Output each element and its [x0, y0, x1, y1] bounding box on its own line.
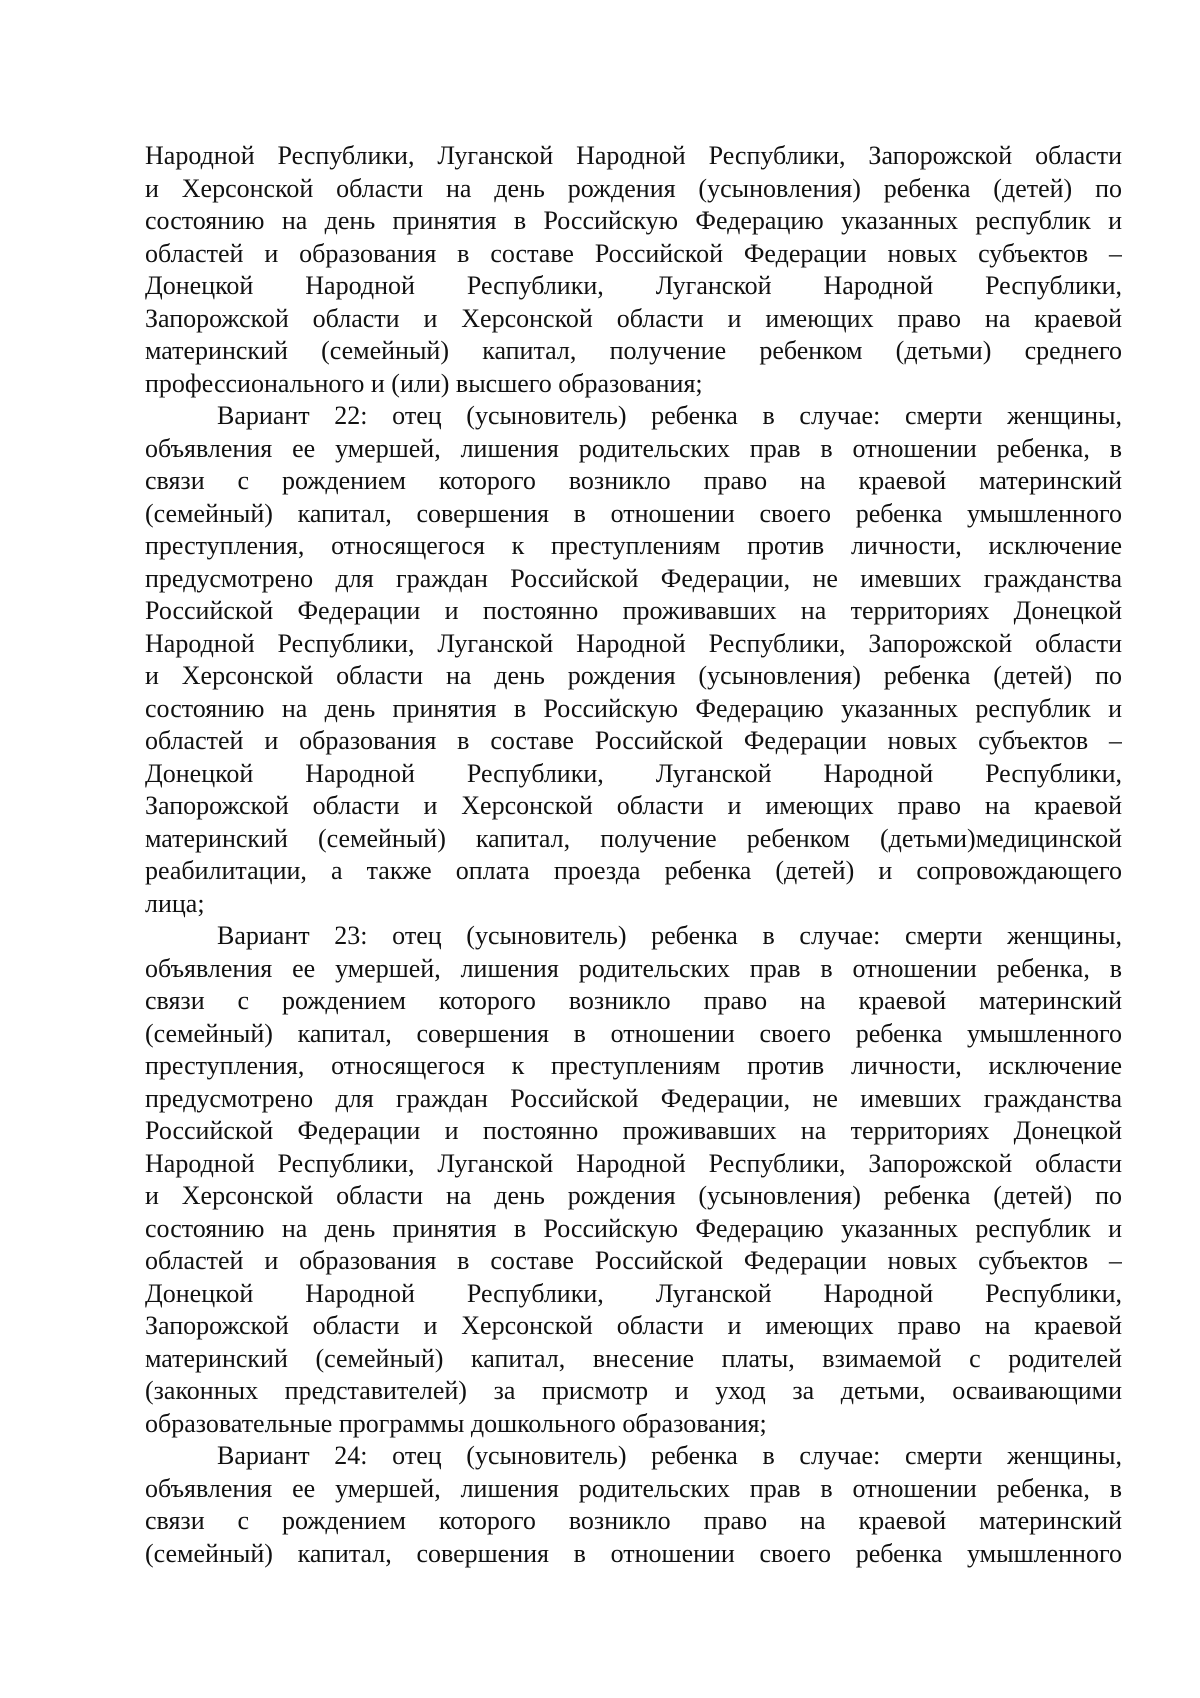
text-line: преступления, относящегося к преступлениям против личности, исключение [145, 531, 1122, 560]
text-line: Вариант 22: отец (усыновитель) ребенка в случае: смерти женщины, [217, 401, 1122, 430]
text-line: материнский (семейный) капитал, получение ребенком (детьми)медицинской [145, 823, 1122, 853]
text-line: и Херсонской области на день рождения (усыновления) ребенка (детей) по [145, 1181, 1122, 1210]
text-line: объявления ее умершей, лишения родительских прав в отношении ребенка, в [145, 1473, 1122, 1503]
text-line: предусмотрено для граждан Российской Федерации, не имевших гражданства [145, 1083, 1122, 1113]
text-line: Донецкой Народной Республики, Луганской Народной Республики, [145, 271, 1122, 300]
text-line: и Херсонской области на день рождения (усыновления) ребенка (детей) по [145, 173, 1122, 203]
text-line: состоянию на день принятия в Российскую Федерацию указанных республик и [145, 206, 1122, 235]
text-line: областей и образования в составе Российской Федерации новых субъектов – [145, 238, 1122, 268]
text-line: Вариант 24: отец (усыновитель) ребенка в случае: смерти женщины, [217, 1441, 1122, 1470]
text-line: Народной Республики, Луганской Народной Республики, Запорожской области [145, 1148, 1122, 1178]
text-line: Вариант 23: отец (усыновитель) ребенка в случае: смерти женщины, [217, 921, 1122, 950]
paragraph [145, 140, 1122, 400]
text-line: (семейный) капитал, совершения в отношении своего ребенка умышленного [145, 498, 1122, 528]
text-line: связи с рождением которого возникло право на краевой материнский [145, 1506, 1122, 1535]
text-line: лица; [145, 888, 205, 918]
text-line: и Херсонской области на день рождения (усыновления) ребенка (детей) по [145, 661, 1122, 690]
text-line: реабилитации, а также оплата проезда ребенка (детей) и сопровождающего [145, 856, 1122, 885]
text-line: Донецкой Народной Республики, Луганской Народной Республики, [145, 758, 1122, 788]
paragraph [145, 400, 1122, 920]
text-line: (законных представителей) за присмотр и уход за детьми, осваивающими [145, 1376, 1122, 1405]
text-line: Народной Республики, Луганской Народной Республики, Запорожской области [145, 628, 1122, 658]
document-body [145, 140, 1122, 1570]
text-line: объявления ее умершей, лишения родительских прав в отношении ребенка, в [145, 433, 1122, 463]
text-line: Запорожской области и Херсонской области и имеющих право на краевой [145, 1311, 1122, 1340]
text-line: материнский (семейный) капитал, получение ребенком (детьми) среднего [145, 336, 1122, 365]
text-line: Народной Республики, Луганской Народной Республики, Запорожской области [145, 141, 1122, 170]
text-line: объявления ее умершей, лишения родительских прав в отношении ребенка, в [145, 953, 1122, 983]
text-line: Запорожской области и Херсонской области и имеющих право на краевой [145, 303, 1122, 333]
paragraph [145, 920, 1122, 1440]
text-line: образовательные программы дошкольного образования; [145, 1408, 767, 1438]
text-line: (семейный) капитал, совершения в отношении своего ребенка умышленного [145, 1538, 1122, 1568]
text-line: областей и образования в составе Российской Федерации новых субъектов – [145, 1246, 1122, 1275]
text-line: Запорожской области и Херсонской области и имеющих право на краевой [145, 791, 1122, 820]
text-line: связи с рождением которого возникло право на краевой материнский [145, 986, 1122, 1015]
text-line: преступления, относящегося к преступлениям против личности, исключение [145, 1051, 1122, 1080]
text-line: Российской Федерации и постоянно проживавших на территориях Донецкой [145, 596, 1122, 625]
paragraph [145, 1440, 1122, 1570]
text-line: состоянию на день принятия в Российскую Федерацию указанных республик и [145, 1213, 1122, 1243]
text-line: связи с рождением которого возникло право на краевой материнский [145, 466, 1122, 495]
text-line: (семейный) капитал, совершения в отношении своего ребенка умышленного [145, 1018, 1122, 1048]
text-line: предусмотрено для граждан Российской Федерации, не имевших гражданства [145, 563, 1122, 593]
text-line: материнский (семейный) капитал, внесение платы, взимаемой с родителей [145, 1343, 1122, 1373]
text-line: областей и образования в составе Российской Федерации новых субъектов – [145, 726, 1122, 755]
text-line: профессионального и (или) высшего образования; [145, 368, 703, 398]
text-line: Российской Федерации и постоянно проживавших на территориях Донецкой [145, 1116, 1122, 1145]
text-line: Донецкой Народной Республики, Луганской Народной Республики, [145, 1278, 1122, 1308]
text-line: состоянию на день принятия в Российскую Федерацию указанных республик и [145, 693, 1122, 723]
